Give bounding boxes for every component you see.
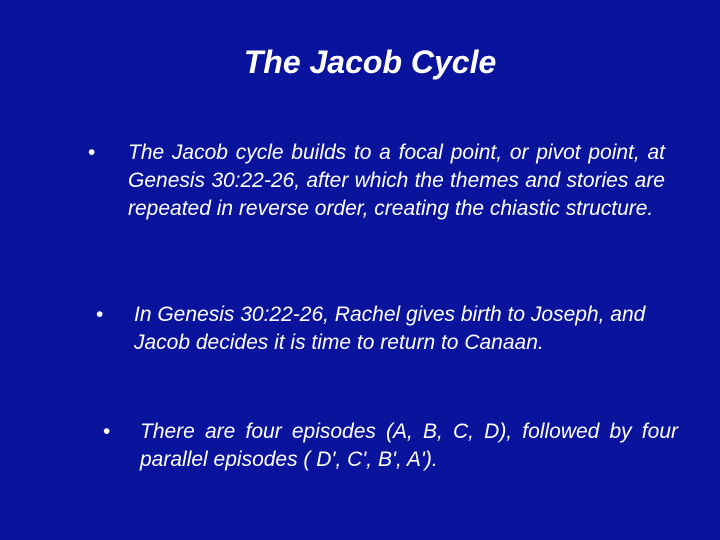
bullet-marker: • (103, 420, 111, 443)
bullet-text: There are four episodes (A, B, C, D), followed by four parallel episodes ( D', C', B', A'). (140, 420, 678, 471)
bullet-text: In Genesis 30:22-26, Rachel gives birth to Joseph, and Jacob decides it is time to return to Canaan. (134, 303, 646, 354)
bullet-text: The Jacob cycle builds to a focal point, or pivot point, at Genesis 30:22-26, after which the themes and stories are repeated in reverse order, creating the chiastic structure. (128, 141, 665, 220)
slide-title: The Jacob Cycle (243, 44, 497, 80)
bullet-marker: • (88, 141, 96, 164)
bullet-marker: • (96, 303, 104, 326)
